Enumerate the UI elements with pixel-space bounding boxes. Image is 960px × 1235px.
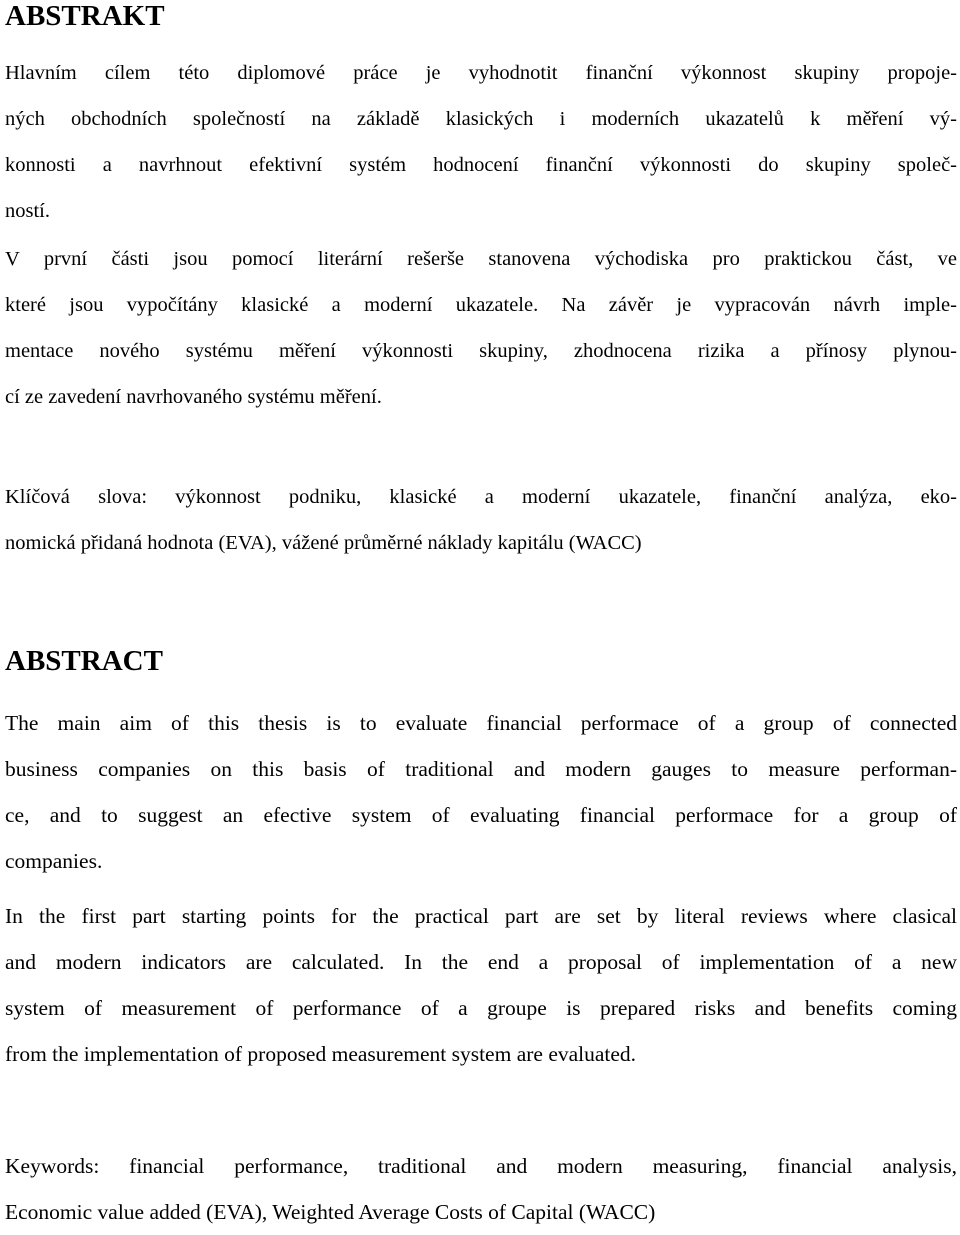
- text-line: system of measurement of performance of a groupe is prepared risks and benefits coming: [5, 996, 957, 1020]
- english-paragraph-2: [5, 893, 957, 1077]
- text-line: companies.: [5, 849, 103, 873]
- text-line: and modern indicators are calculated. In the end a proposal of implementation of a new: [5, 950, 957, 974]
- text-line: konnosti a navrhnout efektivní systém hodnocení finanční výkonnosti do skupiny společ-: [5, 154, 957, 176]
- english-paragraph-1: [5, 700, 957, 884]
- text-line: V první části jsou pomocí literární rešerše stanovena východiska pro praktickou část, ve: [5, 248, 957, 270]
- text-line: The main aim of this thesis is to evaluate financial performace of a group of connected: [5, 711, 957, 735]
- heading-abstract: ABSTRACT: [5, 645, 163, 677]
- text-line: Keywords: financial performance, traditional and modern measuring, financial analysis,: [5, 1154, 957, 1178]
- czech-paragraph-2: [5, 236, 957, 420]
- text-line: Economic value added (EVA), Weighted Average Costs of Capital (WACC): [5, 1200, 656, 1224]
- text-line: Hlavním cílem této diplomové práce je vyhodnotit finanční výkonnost skupiny propoje-: [5, 62, 957, 84]
- heading-abstrakt: ABSTRAKT: [5, 0, 165, 32]
- czech-paragraph-1: [5, 50, 957, 234]
- text-line: cí ze zavedení navrhovaného systému měření.: [5, 386, 382, 408]
- text-line: které jsou vypočítány klasické a moderní ukazatele. Na závěr je vypracován návrh imple-: [5, 294, 957, 316]
- text-line: mentace nového systému měření výkonnosti skupiny, zhodnocena rizika a přínosy plynou-: [5, 340, 957, 362]
- czech-keywords: [5, 474, 957, 566]
- text-line: nomická přidaná hodnota (EVA), vážené průměrné náklady kapitálu (WACC): [5, 532, 642, 554]
- text-line: business companies on this basis of traditional and modern gauges to measure performan-: [5, 757, 957, 781]
- text-line: In the first part starting points for the practical part are set by literal reviews where clasical: [5, 904, 957, 928]
- text-line: ce, and to suggest an efective system of evaluating financial performace for a group of: [5, 803, 957, 827]
- text-line: ných obchodních společností na základě klasických i moderních ukazatelů k měření vý-: [5, 108, 957, 130]
- english-keywords: [5, 1143, 957, 1235]
- text-line: Klíčová slova: výkonnost podniku, klasické a moderní ukazatele, finanční analýza, eko-: [5, 486, 957, 508]
- text-line: from the implementation of proposed measurement system are evaluated.: [5, 1042, 637, 1066]
- text-line: ností.: [5, 200, 50, 222]
